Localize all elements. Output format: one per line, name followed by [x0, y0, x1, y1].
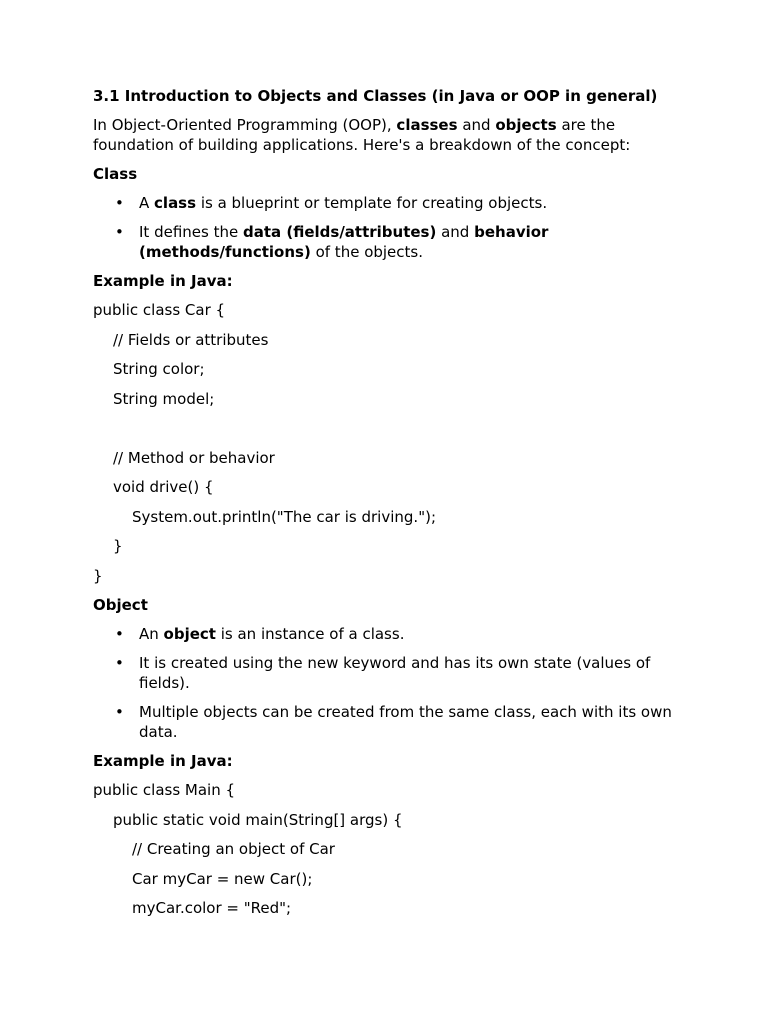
code-line: System.out.println("The car is driving.");	[132, 507, 436, 526]
code-block-main	[93, 780, 683, 918]
list-item	[93, 222, 683, 262]
object-heading-label: Object	[93, 596, 148, 614]
bullet-text: It defines the	[139, 223, 243, 241]
class-heading	[93, 164, 683, 184]
code-line: void drive() {	[113, 478, 214, 496]
class-heading-label: Class	[93, 165, 138, 183]
bullet-bold: behavior (methods/functions)	[139, 223, 549, 261]
code-line: Car myCar = new Car();	[132, 869, 313, 888]
code-line: public class Car {	[93, 301, 226, 319]
example-label: Example in Java:	[93, 752, 233, 770]
object-bullet-list	[93, 624, 683, 742]
code-line: public class Main {	[93, 781, 236, 799]
bullet-text: is an instance of a class.	[215, 625, 405, 643]
intro-text: are the foundation of building applications. Here's a breakdown of the concept:	[93, 116, 631, 154]
intro-bold-classes: classes	[396, 116, 458, 134]
code-block-car	[93, 300, 683, 586]
list-item	[93, 193, 683, 213]
code-line: // Fields or attributes	[113, 330, 269, 349]
code-line: myCar.color = "Red";	[132, 899, 292, 917]
code-line: // Method or behavior	[113, 448, 275, 467]
intro-text: and	[457, 116, 496, 134]
list-item	[93, 653, 683, 693]
code-line: String color;	[113, 360, 205, 378]
bullet-text: An	[139, 625, 164, 643]
bullet-bold: class	[154, 194, 197, 212]
bullet-bold: data (fields/attributes)	[242, 223, 437, 241]
section-title: 3.1 Introduction to Objects and Classes (in Java or OOP in general)	[93, 87, 658, 105]
example-label: Example in Java:	[93, 272, 233, 290]
code-line-blank	[93, 418, 683, 438]
bullet-bold: object	[163, 625, 216, 643]
class-bullet-list	[93, 193, 683, 262]
intro-paragraph	[93, 115, 683, 155]
bullet-text: A	[139, 194, 155, 212]
bullet-text: Multiple objects can be created from the same class, each with its own data.	[139, 703, 672, 741]
code-line: public static void main(String[] args) {	[113, 810, 403, 829]
list-item	[93, 702, 683, 742]
bullet-text: is a blueprint or template for creating objects.	[196, 194, 548, 212]
document-content	[93, 86, 683, 928]
code-line: String model;	[113, 389, 215, 408]
code-line: }	[93, 566, 103, 585]
object-heading	[93, 595, 683, 615]
bullet-text: of the objects.	[310, 243, 423, 261]
intro-bold-objects: objects	[495, 116, 557, 134]
bullet-text: It is created using the new keyword and has its own state (values of fields).	[139, 654, 651, 692]
bullet-text: and	[436, 223, 475, 241]
list-item	[93, 624, 683, 644]
intro-text: In Object-Oriented Programming (OOP),	[93, 116, 397, 134]
code-line: }	[113, 537, 123, 555]
code-line: // Creating an object of Car	[132, 840, 335, 858]
